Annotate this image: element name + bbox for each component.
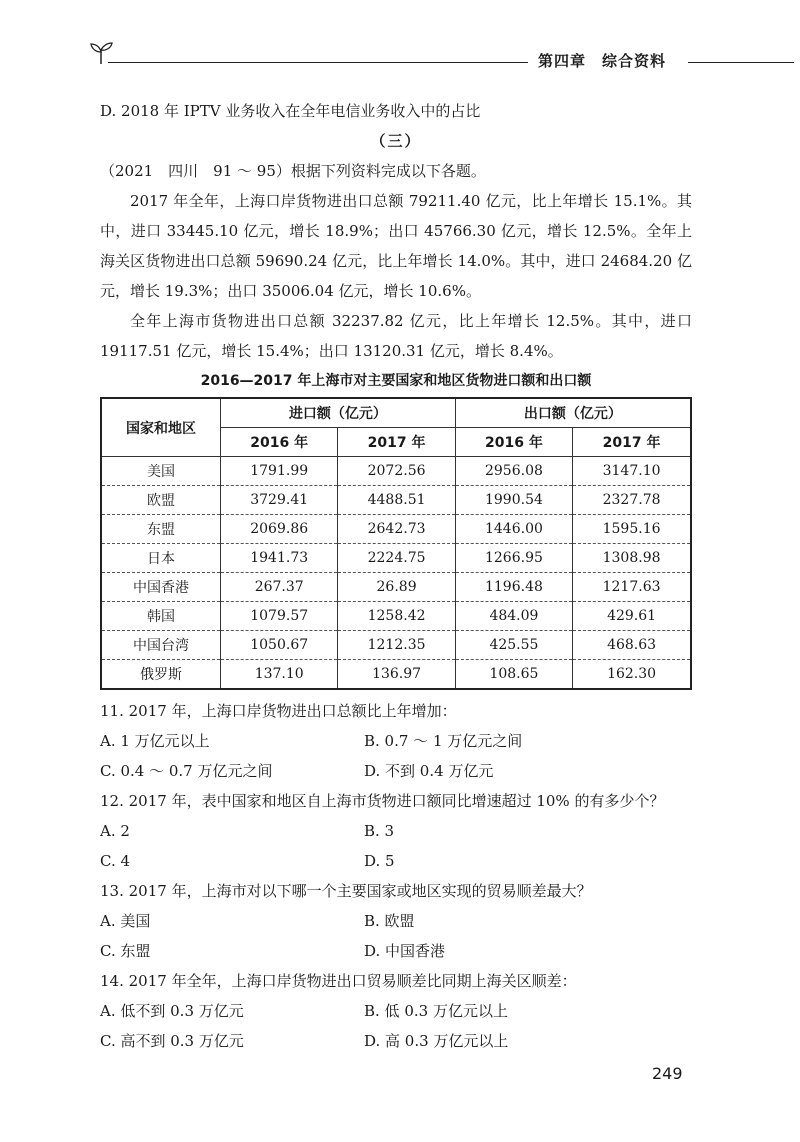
chapter-title: 第四章 综合资料: [538, 52, 667, 70]
row-region: 俄罗斯: [101, 660, 221, 690]
table-cell: 26.89: [338, 573, 455, 602]
table-cell: 1941.73: [221, 544, 338, 573]
answer-option: A. 2: [100, 822, 130, 840]
table-cell: 2069.86: [221, 515, 338, 544]
answer-option: C. 4: [100, 852, 131, 870]
table-row: [101, 457, 691, 486]
table-cell: 1212.35: [338, 631, 455, 660]
table-cell: 1595.16: [573, 515, 691, 544]
table-cell: 468.63: [573, 631, 691, 660]
answer-option: B. 0.7 ～ 1 万亿元之间: [364, 732, 523, 750]
row-region: 中国香港: [101, 573, 221, 602]
question-stem: 13. 2017 年，上海市对以下哪一个主要国家或地区实现的贸易顺差最大？: [100, 882, 592, 900]
table-cell: 484.09: [455, 602, 572, 631]
answer-option: A. 低不到 0.3 万亿元: [100, 1002, 244, 1020]
option-row: [100, 846, 692, 876]
table-body: [101, 457, 691, 690]
table-cell: 1050.67: [221, 631, 338, 660]
table-cell: 1079.57: [221, 602, 338, 631]
header-export-2016: 2016 年: [455, 428, 572, 457]
table-cell: 108.65: [455, 660, 572, 690]
table-cell: 425.55: [455, 631, 572, 660]
header-import-2016: 2016 年: [221, 428, 338, 457]
header-rule-right: [688, 62, 794, 63]
option-row: [100, 1026, 692, 1056]
page-content: [100, 96, 692, 1056]
question-stem: 14. 2017 年全年，上海口岸货物进出口贸易顺差比同期上海关区顺差：: [100, 972, 577, 990]
table-cell: 1258.42: [338, 602, 455, 631]
table-cell: 2072.56: [338, 457, 455, 486]
answer-option: B. 3: [364, 822, 395, 840]
answer-option: C. 高不到 0.3 万亿元: [100, 1032, 244, 1050]
table-cell: 4488.51: [338, 486, 455, 515]
table-row: [101, 660, 691, 690]
header-rule-left: [108, 62, 528, 63]
option-row: [100, 996, 692, 1026]
table-cell: 1196.48: [455, 573, 572, 602]
header-import: 进口额（亿元）: [221, 398, 456, 428]
table-cell: 2642.73: [338, 515, 455, 544]
table-cell: 136.97: [338, 660, 455, 690]
row-region: 欧盟: [101, 486, 221, 515]
answer-option: B. 欧盟: [364, 912, 415, 930]
header-export: 出口额（亿元）: [455, 398, 691, 428]
table-cell: 162.30: [573, 660, 691, 690]
running-header: [88, 40, 708, 70]
table-cell: 3729.41: [221, 486, 338, 515]
row-region: 韩国: [101, 602, 221, 631]
answer-option: A. 1 万亿元以上: [100, 732, 210, 750]
table-cell: 1217.63: [573, 573, 691, 602]
row-region: 中国台湾: [101, 631, 221, 660]
question-stem: 11. 2017 年，上海口岸货物进出口总额比上年增加：: [100, 702, 457, 720]
table-cell: 267.37: [221, 573, 338, 602]
table-cell: 137.10: [221, 660, 338, 690]
option-row: [100, 756, 692, 786]
table-cell: 2224.75: [338, 544, 455, 573]
option-row: [100, 936, 692, 966]
answer-option: D. 不到 0.4 万亿元: [364, 762, 494, 780]
table-cell: 3147.10: [573, 457, 691, 486]
material-paragraph-1: 2017 年全年，上海口岸货物进出口总额 79211.40 亿元，比上年增长 15.1%。其中，进口 33445.10 亿元，增长 18.9%；出口 45766.30 亿元，增长 12.5%。全年上海关区货物进出口总额 59690.24 亿元，比上年增长 14.0%。其中，进口 24684.20 亿元，增长 19.3%；出口 35006.04 亿元，增长 10.6%。: [100, 192, 692, 300]
table-cell: 1308.98: [573, 544, 691, 573]
header-region: 国家和地区: [101, 398, 221, 457]
table-cell: 1446.00: [455, 515, 572, 544]
answer-option: D. 中国香港: [364, 942, 446, 960]
answer-option: A. 美国: [100, 912, 151, 930]
option-row: [100, 726, 692, 756]
material-paragraph-2: 全年上海市货物进出口总额 32237.82 亿元，比上年增长 12.5%。其中，进口 19117.51 亿元，增长 15.4%；出口 13120.31 亿元，增长 8.4%。: [100, 312, 692, 360]
questions: [100, 696, 692, 1056]
row-region: 美国: [101, 457, 221, 486]
table-row: [101, 602, 691, 631]
table-row: [101, 486, 691, 515]
question-stem: 12. 2017 年，表中国家和地区自上海市货物进口额同比增速超过 10% 的有多少个？: [100, 792, 665, 810]
header-export-2017: 2017 年: [573, 428, 691, 457]
section-title: （三）: [370, 132, 422, 150]
answer-option: C. 0.4 ～ 0.7 万亿元之间: [100, 762, 273, 780]
page-number: 249: [652, 1064, 683, 1083]
answer-option: D. 5: [364, 852, 395, 870]
table-row: [101, 573, 691, 602]
header-import-2017: 2017 年: [338, 428, 455, 457]
row-region: 东盟: [101, 515, 221, 544]
table-row: [101, 544, 691, 573]
trade-table: [100, 397, 692, 690]
table-title: 2016—2017 年上海市对主要国家和地区货物进口额和出口额: [200, 373, 592, 389]
answer-option: B. 低 0.3 万亿元以上: [364, 1002, 508, 1020]
table-row: [101, 515, 691, 544]
row-region: 日本: [101, 544, 221, 573]
option-row: [100, 906, 692, 936]
table-cell: 1266.95: [455, 544, 572, 573]
table-row: [101, 631, 691, 660]
table-cell: 2956.08: [455, 457, 572, 486]
table-cell: 1791.99: [221, 457, 338, 486]
table-cell: 429.61: [573, 602, 691, 631]
table-cell: 2327.78: [573, 486, 691, 515]
carry-over-option: D. 2018 年 IPTV 业务收入在全年电信业务收入中的占比: [100, 102, 481, 120]
answer-option: C. 东盟: [100, 942, 151, 960]
answer-option: D. 高 0.3 万亿元以上: [364, 1032, 509, 1050]
table-cell: 1990.54: [455, 486, 572, 515]
intro-line: （2021 四川 91 ～ 95）根据下列资料完成以下各题。: [100, 162, 486, 180]
option-row: [100, 816, 692, 846]
